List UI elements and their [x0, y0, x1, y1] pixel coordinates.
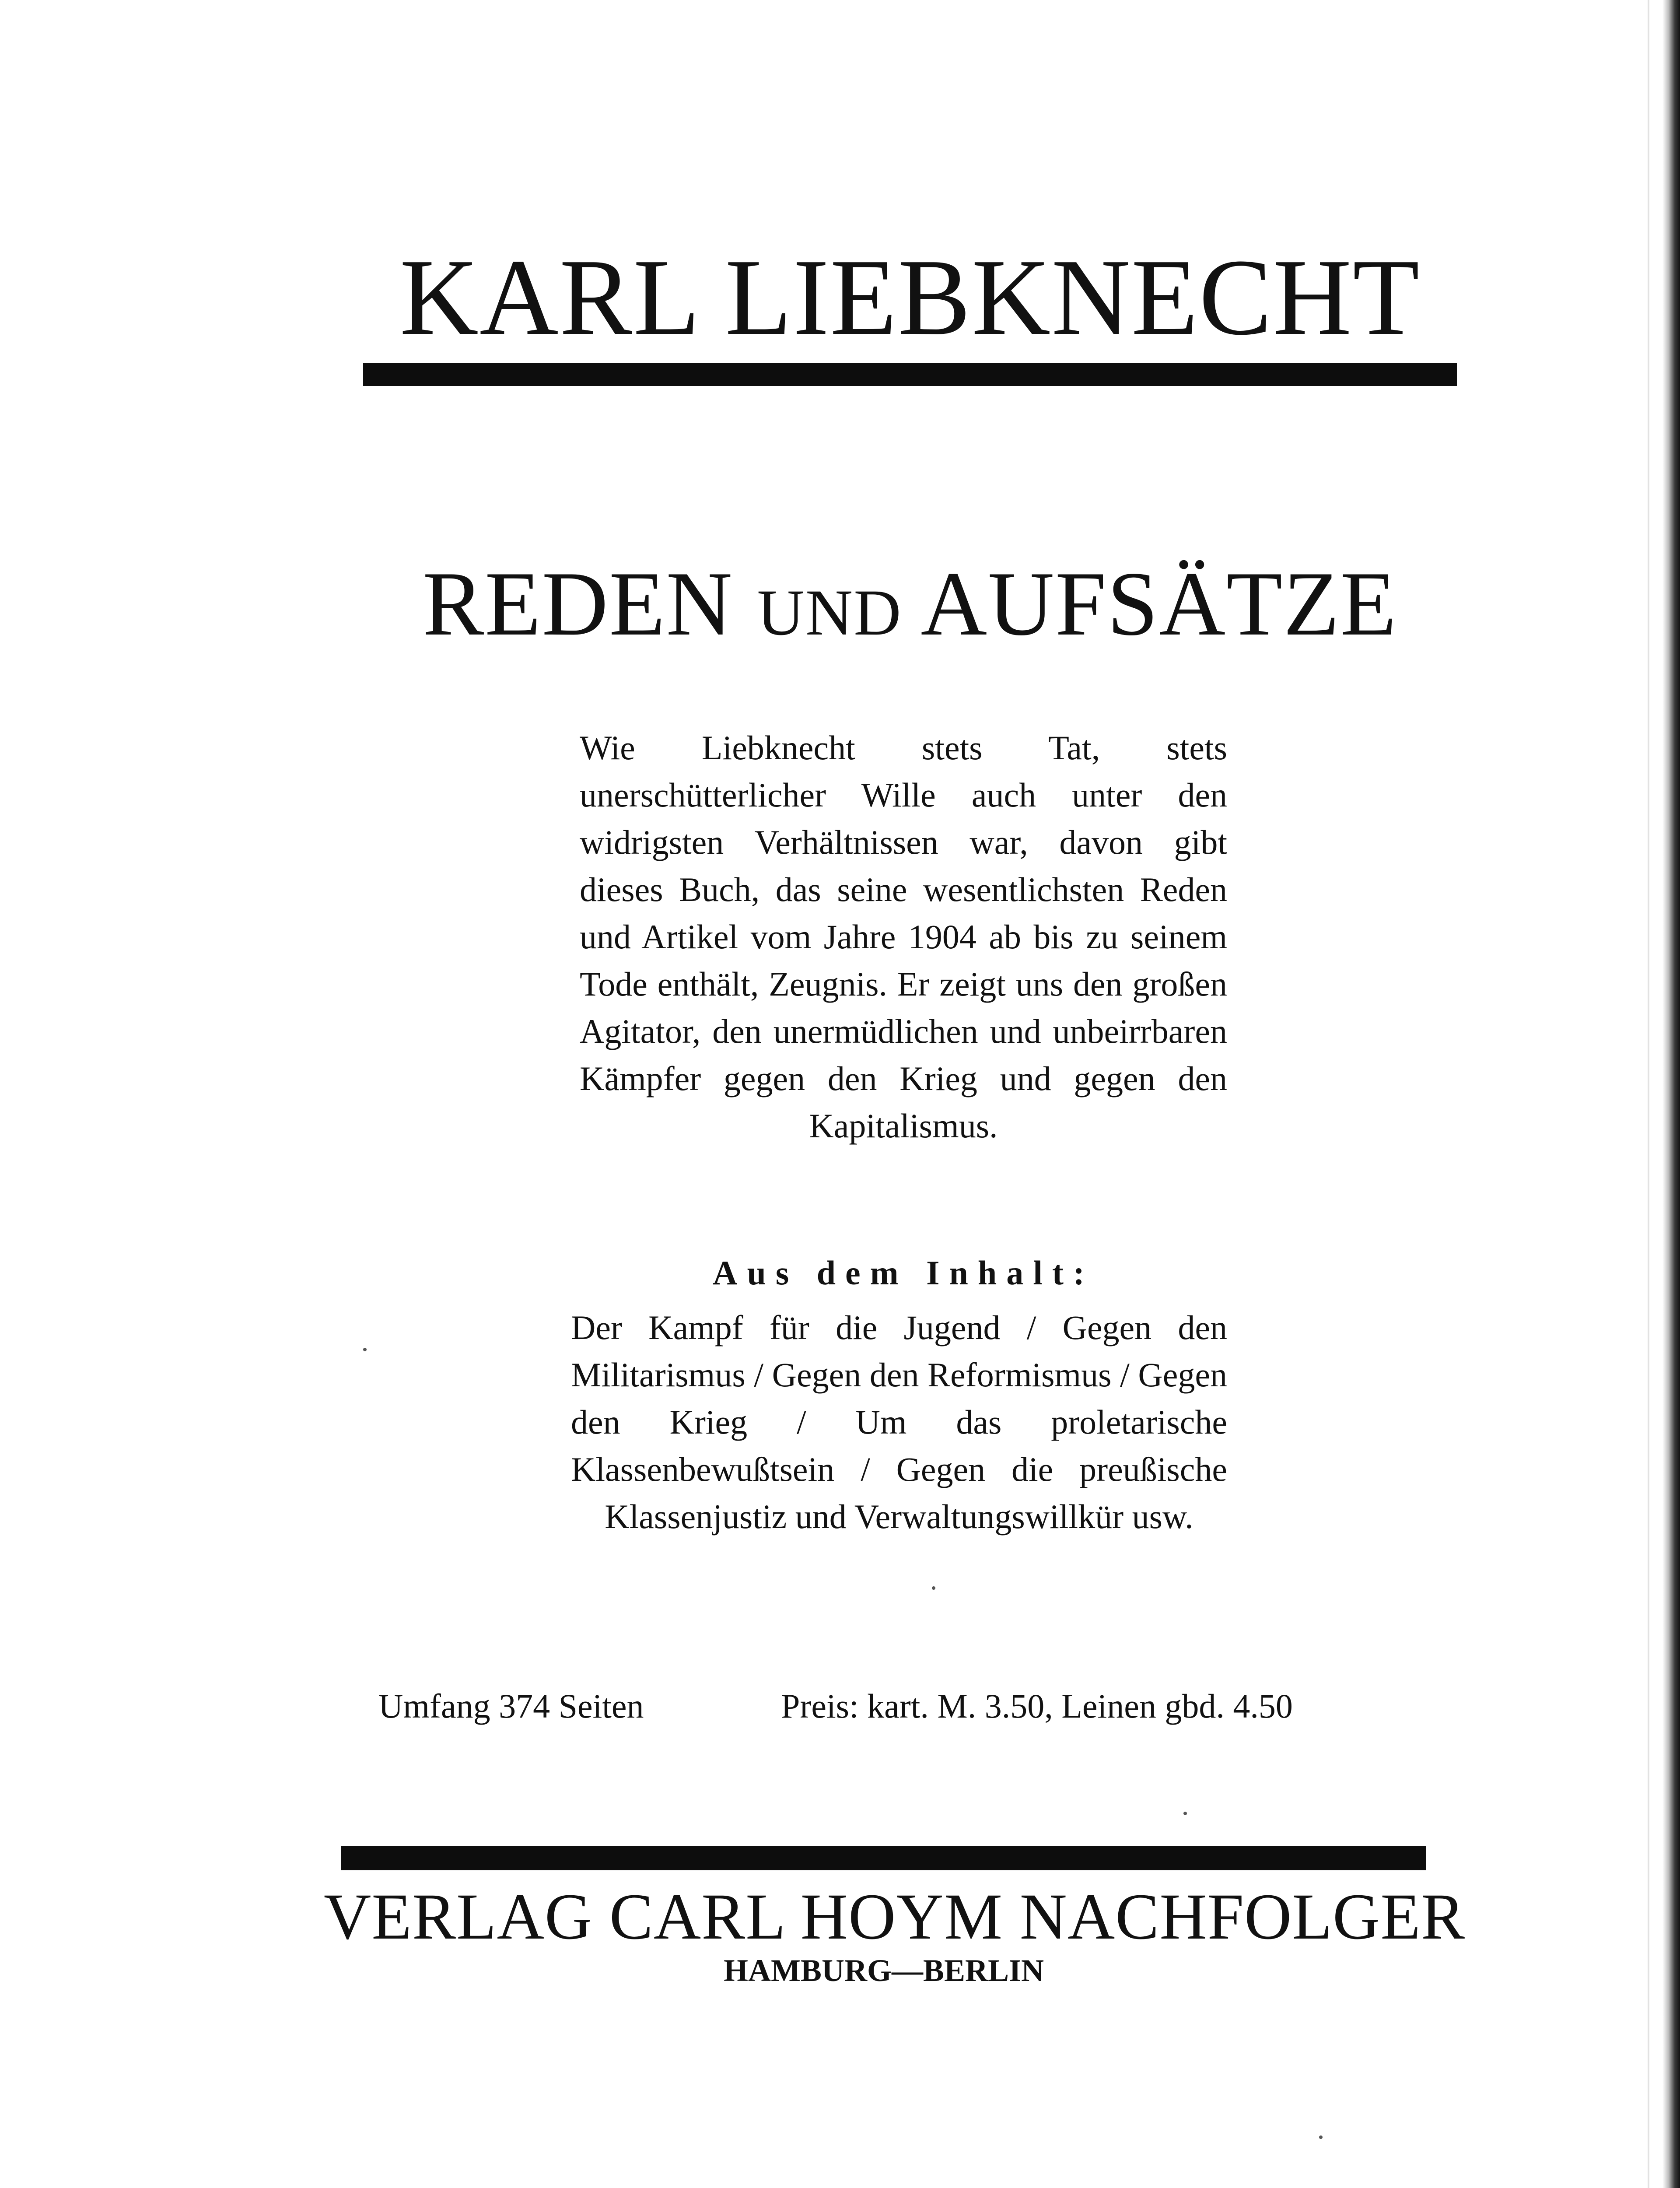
page-count: Umfang 374 Seiten	[378, 1687, 644, 1725]
book-description: Wie Liebknecht stets Tat, stets unerschütterlicher Wille auch unter den widrigsten Verhältnissen war, davon gibt dieses Buch, das seine wesentlichsten Reden und Artikel vom Jahre 1904 ab bis zu seinem Tode enthält, Zeugnis. Er zeigt uns den großen Agitator, den unermüdlichen und unbeirrbaren Kämpfer gegen den Krieg und gegen den Kapitalismus.	[580, 729, 1227, 1145]
price-info: Preis: kart. M. 3.50, Leinen gbd. 4.50	[781, 1687, 1293, 1725]
page-edge-shadow	[1662, 0, 1680, 2188]
publisher-cities: HAMBURG—BERLIN	[723, 1953, 1044, 1988]
page-edge-line	[1648, 0, 1649, 2188]
print-speck	[363, 1348, 367, 1351]
print-speck	[1319, 2135, 1323, 2139]
contents-list: Der Kampf für die Jugend / Gegen den Militarismus / Gegen den Reformismus / Gegen den Krieg / Um das proletarische Klassenbewußtsein / Gegen die preußische Klassenjustiz und Verwaltungswillkür usw.	[571, 1308, 1227, 1536]
book-title	[359, 547, 1461, 670]
author-name: KARL LIEBKNECHT	[399, 237, 1421, 358]
top-rule	[363, 363, 1457, 386]
book-title-part-3: AUFSÄTZE	[902, 553, 1397, 655]
book-title-part-1: REDEN	[423, 553, 757, 655]
bottom-rule	[341, 1846, 1426, 1870]
book-title-part-2: UND	[757, 576, 902, 649]
print-speck	[1183, 1812, 1187, 1815]
publisher-name: VERLAG CARL HOYM NACHFOLGER	[324, 1880, 1466, 1953]
contents-heading: Aus dem Inhalt:	[713, 1254, 1094, 1292]
print-speck	[932, 1586, 935, 1590]
